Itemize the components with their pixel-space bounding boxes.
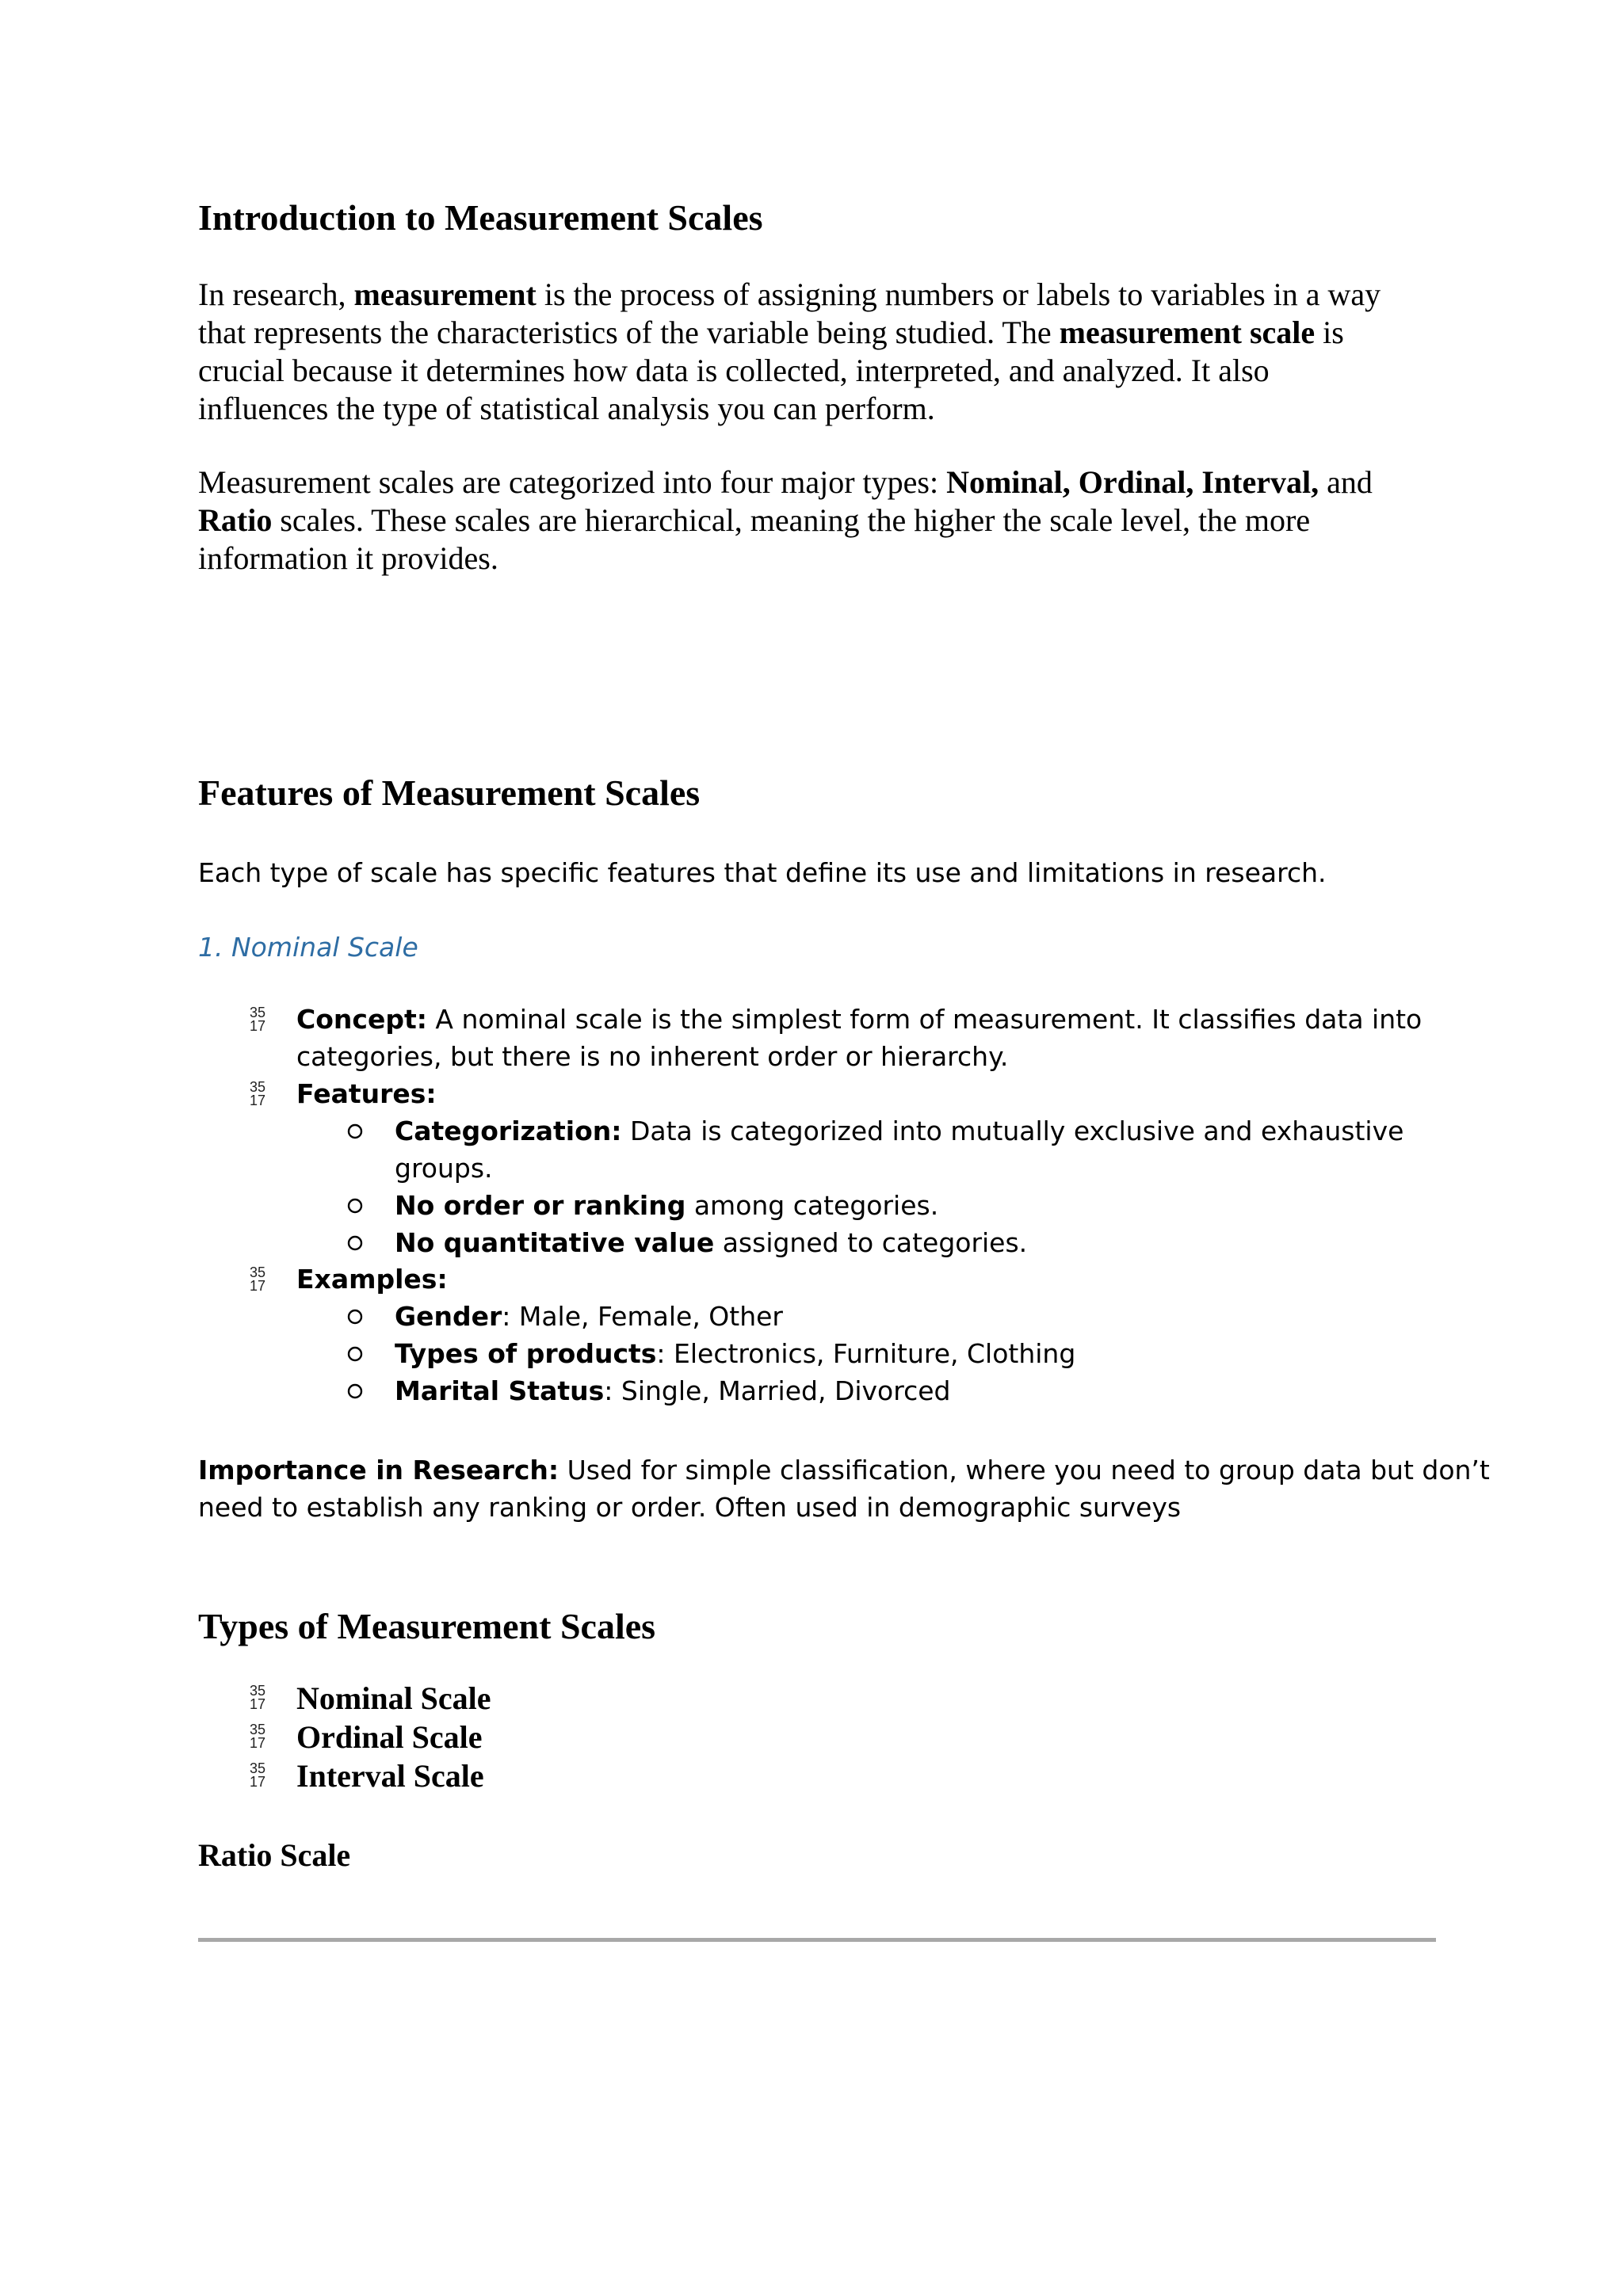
type-item-label: Interval Scale bbox=[296, 1758, 484, 1794]
bold-scale-types: Nominal, Ordinal, Interval, bbox=[946, 464, 1319, 500]
bullet-marker: 35 17 bbox=[249, 1264, 266, 1294]
feature-item-text: No quantitative value assigned to categories. bbox=[395, 1227, 1028, 1258]
text-run: and bbox=[1319, 464, 1373, 500]
text-line: crucial because it determines how data is collected, interpreted, and analyzed. It also bbox=[198, 353, 1270, 388]
example-item-text: Types of products: Electronics, Furniture, Clothing bbox=[395, 1338, 1076, 1369]
circle-bullet-icon bbox=[346, 1382, 365, 1401]
feature-item-text: Categorization: Data is categorized into mutually exclusive and exhaustive groups. bbox=[395, 1116, 1404, 1184]
feature-item-text: No order or ranking among categories. bbox=[395, 1190, 939, 1221]
bold-term-measurement: measurement bbox=[353, 277, 537, 312]
horizontal-rule bbox=[198, 1938, 1436, 1942]
importance-paragraph bbox=[198, 1451, 1490, 1526]
type-item-label: Nominal Scale bbox=[296, 1680, 491, 1716]
text-line: information it provides. bbox=[198, 540, 498, 576]
intro-paragraph-2 bbox=[198, 463, 1373, 578]
features-label: Features: bbox=[296, 1078, 437, 1109]
text-run: Measurement scales are categorized into four major types: bbox=[198, 464, 947, 500]
text-line: need to establish any ranking or order. Often used in demographic surveys bbox=[198, 1492, 1182, 1523]
circle-bullet-icon bbox=[346, 1307, 365, 1326]
importance-label: Importance in Research: bbox=[198, 1455, 559, 1486]
bullet-marker: 35 17 bbox=[249, 1079, 266, 1108]
bullet-marker: 35 17 bbox=[249, 1005, 266, 1034]
features-intro: Each type of scale has specific features that define its use and limitations in research. bbox=[198, 857, 1327, 888]
text-run: is the process of assigning numbers or labels to variables in a way bbox=[536, 277, 1381, 312]
circle-bullet-icon bbox=[346, 1234, 365, 1253]
concept-text bbox=[296, 1001, 1422, 1075]
circle-bullet-icon bbox=[346, 1122, 365, 1141]
types-heading: Types of Measurement Scales bbox=[198, 1606, 656, 1646]
bullet-marker: 35 17 bbox=[249, 1760, 266, 1790]
text-run: that represents the characteristics of the variable being studied. The bbox=[198, 315, 1060, 350]
bullet-marker: 35 17 bbox=[249, 1722, 266, 1751]
text-run: Used for simple classification, where you need to group data but don’t bbox=[559, 1455, 1490, 1486]
text-run: is bbox=[1315, 315, 1344, 350]
concept-label: Concept: bbox=[296, 1004, 427, 1035]
bullet-marker: 35 17 bbox=[249, 1683, 266, 1712]
bold-term-measurement-scale: measurement scale bbox=[1059, 315, 1316, 350]
nominal-scale-subheading: 1. Nominal Scale bbox=[198, 932, 418, 963]
bold-ratio: Ratio bbox=[198, 502, 273, 538]
example-item-text: Gender: Male, Female, Other bbox=[395, 1301, 783, 1332]
circle-bullet-icon bbox=[346, 1344, 365, 1363]
text-run: A nominal scale is the simplest form of measurement. It classifies data into bbox=[426, 1004, 1423, 1035]
text-line: categories, but there is no inherent order or hierarchy. bbox=[296, 1041, 1009, 1072]
intro-heading: Introduction to Measurement Scales bbox=[198, 197, 763, 238]
type-item-label: Ordinal Scale bbox=[296, 1719, 483, 1755]
text-run: In research, bbox=[198, 277, 354, 312]
examples-label: Examples: bbox=[296, 1264, 448, 1295]
features-heading: Features of Measurement Scales bbox=[198, 772, 701, 813]
text-run: scales. These scales are hierarchical, meaning the higher the scale level, the more bbox=[272, 502, 1311, 538]
ratio-scale-heading: Ratio Scale bbox=[198, 1837, 351, 1873]
example-item-text: Marital Status: Single, Married, Divorced bbox=[395, 1375, 951, 1406]
text-line: influences the type of statistical analysis you can perform. bbox=[198, 391, 935, 426]
circle-bullet-icon bbox=[346, 1196, 365, 1215]
intro-paragraph-1 bbox=[198, 276, 1381, 428]
